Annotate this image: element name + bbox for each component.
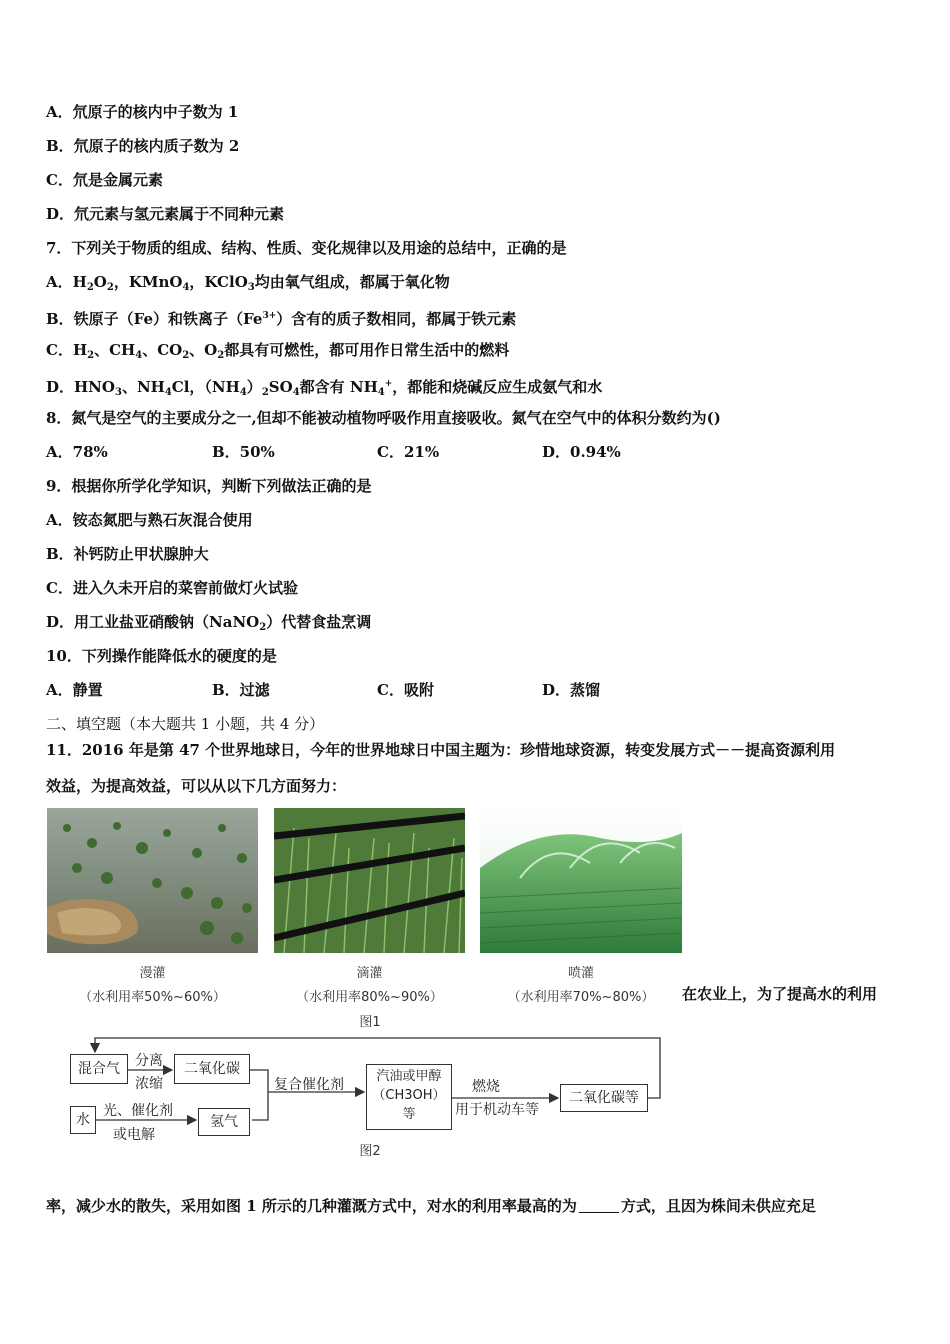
co2-etc-box: 二氧化碳等 (560, 1084, 648, 1112)
q10-stem: 10．下列操作能降低水的硬度的是 (46, 647, 277, 665)
q6-option-c: C．氘是金属元素 (46, 171, 163, 189)
q8-stem: 8．氮气是空气的主要成分之一,但却不能被动植物呼吸作用直接吸收。氮气在空气中的体积分数约为() (46, 409, 721, 427)
spray-caption: 喷灌 (567, 966, 594, 981)
flood-caption: 漫灌 (139, 966, 166, 981)
q6-option-a: A．氘原子的核内中子数为 1 (46, 103, 239, 121)
q6-option-d: D．氘元素与氢元素属于不同种元素 (46, 205, 285, 223)
q8-option-a: A．78% (46, 443, 108, 461)
q11-inline-tail: 在农业上，为了提高水的利用 (682, 985, 878, 1003)
q9-option-b: B．补钙防止甲状腺肿大 (46, 545, 209, 563)
spray-rate: （水利用率70%~80%） (507, 990, 655, 1005)
fuel-line2: （CH3OH） (372, 1088, 446, 1103)
figure2-label: 图2 (359, 1144, 381, 1159)
q9-option-d: D．用工业盐亚硝酸钠（NaNO$_2$）代替食盐烹调 (46, 613, 372, 633)
q10-option-c: C．吸附 (377, 681, 434, 699)
q7-option-a: A．$H_2O_2$，KMnO$_4$，KClO$_3$均由氧气组成，都属于氧化物 (46, 273, 450, 293)
vehicles-label: 用于机动车等 (455, 1102, 539, 1118)
q7-option-b: B．铁原子（Fe）和铁离子$(Fe^{3+})$含有的质子数相同，都属于铁元素 (46, 310, 517, 328)
drip-irrigation-photo (274, 808, 465, 953)
composite-catalyst-label: 复合催化剂 (274, 1077, 344, 1093)
spray-irrigation-photo (480, 808, 682, 953)
q11-line2: 效益，为提高效益，可以从以下几方面努力： (46, 777, 347, 795)
q7-option-c: C．$H_2$、$CH_4$、$CO_2$、$O_2$都具有可燃性，都可用作日常生活中的燃料 (46, 341, 510, 361)
q8-option-b: B．50% (212, 443, 275, 461)
fuel-box (366, 1064, 452, 1130)
q10-option-b: B．过滤 (212, 681, 270, 699)
light-catalyst-label: 光、催化剂 (103, 1103, 173, 1119)
answer-blank[interactable] (579, 1197, 619, 1213)
q11-line1: 11．2016 年是第 47 个世界地球日，今年的世界地球日中国主题为：珍惜地球资源，转变发展方式－－提高资源利用 (46, 741, 836, 759)
drip-caption: 滴灌 (356, 966, 383, 981)
q10-option-a: A．静置 (46, 681, 103, 699)
q8-option-c: C．21% (377, 443, 440, 461)
q10-option-d: D．蒸馏 (542, 681, 601, 699)
fuel-line1: 汽油或甲醇 (376, 1069, 442, 1084)
flood-rate: （水利用率50%~60%） (79, 990, 226, 1005)
q11-last-line: 率，减少水的散失，采用如图 1 所示的几种灌溉方式中，对水的利用率最高的为 方式，且因为株间未供应充足 (46, 1197, 816, 1215)
q6-option-b: B．氘原子的核内质子数为 2 (46, 137, 240, 155)
flood-irrigation-photo (47, 808, 258, 953)
q7-option-d: D．$HNO_3$、$NH_4Cl$，$(NH_4)_2SO_4$都含有 $NH_4^+$，都能和烧碱反应生成氨气和水 (46, 378, 603, 398)
burn-label: 燃烧 (472, 1079, 500, 1095)
hydrogen-box: 氢气 (198, 1108, 250, 1136)
figure1-label: 图1 (359, 1015, 381, 1030)
concentrate-label: 浓缩 (135, 1076, 163, 1092)
water-box: 水 (70, 1106, 96, 1134)
separate-label: 分离 (135, 1053, 163, 1069)
drip-rate: （水利用率80%~90%） (296, 990, 443, 1005)
q9-stem: 9．根据你所学化学知识，判断下列做法正确的是 (46, 477, 372, 495)
q9-option-a: A．铵态氮肥与熟石灰混合使用 (46, 511, 253, 529)
q9-option-c: C．进入久未开启的菜窖前做灯火试验 (46, 579, 298, 597)
co2-box: 二氧化碳 (174, 1054, 250, 1084)
electrolysis-label: 或电解 (113, 1127, 155, 1143)
q8-option-d: D．0.94% (542, 443, 621, 461)
section-heading: 二、填空题（本大题共 1 小题，共 4 分） (46, 715, 325, 733)
fuel-line3: 等 (402, 1107, 416, 1122)
q7-stem: 7．下列关于物质的组成、结构、性质、变化规律以及用途的总结中，正确的是 (46, 239, 567, 257)
mixed-gas-box: 混合气 (70, 1054, 128, 1084)
